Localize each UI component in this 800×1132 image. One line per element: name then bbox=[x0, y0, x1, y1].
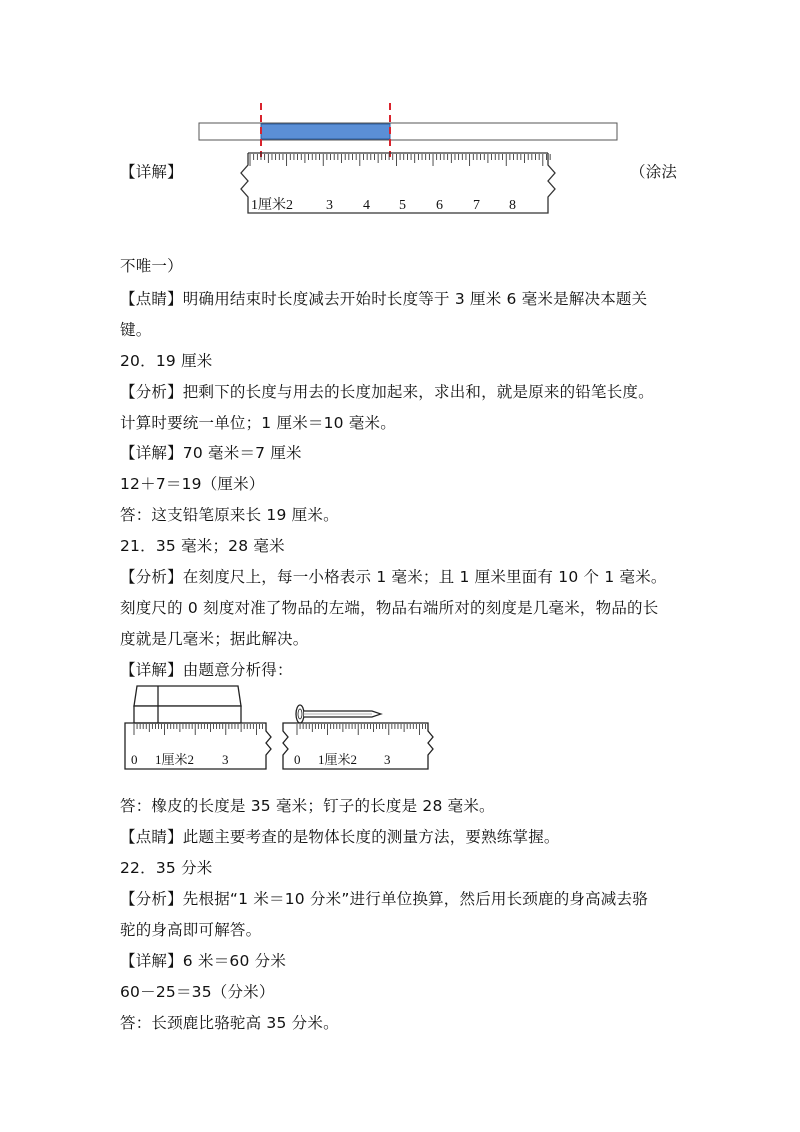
fig1-trail: （涂法 bbox=[630, 163, 678, 181]
ruler-nail bbox=[283, 723, 433, 769]
ruler-label: 4 bbox=[363, 198, 370, 213]
text-line-6: 计算时要统一单位；1 厘米＝10 毫米。 bbox=[120, 414, 396, 432]
ruler-label: 0 bbox=[131, 752, 138, 767]
ruler-figure-1-svg bbox=[0, 95, 800, 225]
fig1-tag: 【详解】 bbox=[120, 163, 183, 181]
text-line-10: 21．35 毫米；28 毫米 bbox=[120, 537, 285, 555]
ruler-label: 3 bbox=[326, 198, 333, 213]
text-line-15: 答：橡皮的长度是 35 毫米；钉子的长度是 28 毫米。 bbox=[120, 797, 495, 815]
measurement-figure-2-svg bbox=[0, 676, 800, 776]
ruler-label: 3 bbox=[222, 752, 229, 767]
text-line-22: 答：长颈鹿比骆驼高 35 分米。 bbox=[120, 1014, 339, 1032]
ruler-1 bbox=[241, 153, 555, 213]
text-line-21: 60－25＝35（分米） bbox=[120, 983, 275, 1001]
painted-segment bbox=[261, 124, 390, 139]
ruler-label: 1厘米2 bbox=[155, 752, 195, 767]
text-line-9: 答：这支铅笔原来长 19 厘米。 bbox=[120, 506, 339, 524]
text-line-18: 【分析】先根据“1 米＝10 分米”进行单位换算，然后用长颈鹿的身高减去骆 bbox=[120, 890, 648, 908]
ruler-label: 1厘米2 bbox=[251, 198, 293, 213]
text-line-7: 【详解】70 毫米＝7 厘米 bbox=[120, 444, 302, 462]
text-line-11: 【分析】在刻度尺上，每一小格表示 1 毫米；且 1 厘米里面有 10 个 1 毫米。 bbox=[120, 568, 667, 586]
text-line-3: 键。 bbox=[120, 321, 152, 339]
ruler-figure-1 bbox=[0, 95, 800, 225]
ruler-label: 5 bbox=[399, 198, 406, 213]
ruler-label: 8 bbox=[509, 198, 516, 213]
ruler-eraser bbox=[125, 723, 271, 769]
text-line-16: 【点睛】此题主要考查的是物体长度的测量方法，要熟练掌握。 bbox=[120, 828, 560, 846]
ruler-label: 3 bbox=[384, 752, 391, 767]
text-line-14: 【详解】由题意分析得： bbox=[120, 661, 293, 679]
measurement-figure-2 bbox=[0, 676, 800, 776]
text-line-5: 【分析】把剩下的长度与用去的长度加起来，求出和，就是原来的铅笔长度。 bbox=[120, 383, 654, 401]
eraser-drawing bbox=[134, 686, 241, 723]
ruler-label: 1厘米2 bbox=[318, 752, 358, 767]
nail-drawing bbox=[296, 705, 381, 723]
text-line-13: 度就是几毫米；据此解决。 bbox=[120, 630, 309, 648]
ruler-label: 7 bbox=[473, 198, 480, 213]
text-line-4: 20．19 厘米 bbox=[120, 352, 213, 370]
ruler-label: 0 bbox=[294, 752, 301, 767]
ruler-1-ticks bbox=[250, 154, 550, 166]
text-line-8: 12＋7＝19（厘米） bbox=[120, 475, 265, 493]
text-line-2: 【点睛】明确用结束时长度减去开始时长度等于 3 厘米 6 毫米是解决本题关 bbox=[120, 290, 648, 308]
text-line-17: 22．35 分米 bbox=[120, 859, 213, 877]
text-line-19: 驼的身高即可解答。 bbox=[120, 921, 262, 939]
ruler-label: 6 bbox=[436, 198, 443, 213]
text-line-12: 刻度尺的 0 刻度对准了物品的左端，物品右端所对的刻度是几毫米，物品的长 bbox=[120, 599, 659, 617]
text-line-1: 不唯一） bbox=[120, 257, 183, 275]
text-line-20: 【详解】6 米＝60 分米 bbox=[120, 952, 287, 970]
